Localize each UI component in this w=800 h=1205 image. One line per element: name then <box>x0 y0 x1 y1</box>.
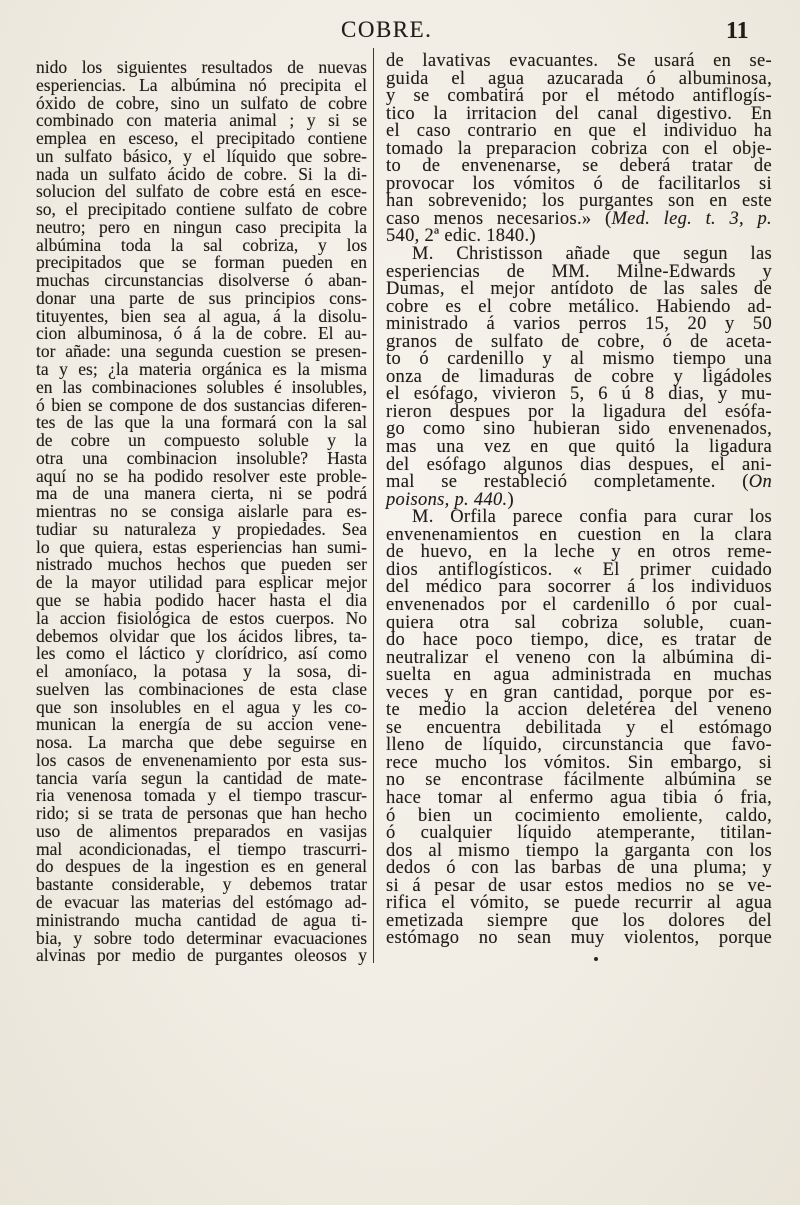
text-line: tes de las que la una formará con la sal <box>36 412 367 433</box>
text-line: Dumas, el mejor antídoto de las sales de <box>386 279 772 300</box>
running-head: COBRE. <box>341 17 433 42</box>
text-line: mal acondicionadas, el tiempo trascurri- <box>36 838 367 859</box>
text-line: de huevo, en la leche y en otros reme- <box>386 542 772 563</box>
text-line: de cobre un compuesto soluble y la <box>36 430 367 451</box>
text-line: de la mayor utilidad para esplicar mejor <box>36 572 367 593</box>
text-line: tico la irritacion del canal digestivo. En <box>386 103 772 124</box>
text-line: ó bien un cocimiento emoliente, caldo, <box>386 805 772 826</box>
text-line: bia, y sobre todo determinar evacuaciones <box>36 927 367 948</box>
text-line: les como el láctico y clorídrico, así como <box>36 643 367 664</box>
text-line: lo que quiera, estas esperiencias han sumi- <box>36 536 367 557</box>
text-run: caso menos necesarios.» ( <box>386 208 612 229</box>
text-line: del médico para socorrer á los individuos <box>386 577 772 598</box>
text-line: no se encontrase fácilmente albúmina se <box>386 770 772 791</box>
text-line: ministrado á varios perros 15, 20 y 50 <box>386 314 772 335</box>
text-line: esperiencias. La albúmina nó precipita el <box>36 74 367 95</box>
text-line: dios antiflogísticos. « El primer cuidado <box>386 559 772 580</box>
text-line: esperiencias de MM. Milne-Edwards y <box>386 261 772 282</box>
text-line: de evacuar las materias del estómago ad- <box>36 891 367 912</box>
text-line: donar una parte de sus principios cons- <box>36 287 367 308</box>
left-column <box>36 59 367 965</box>
text-line: envenenamientos en cuestion en la clara <box>386 524 772 545</box>
text-line: rifica el vómito, se puede recurrir al agua <box>386 893 772 914</box>
text-line: quiera otra sal cobriza soluble, cuan- <box>386 612 772 633</box>
text-line: so, el precipitado contiene sulfato de cobre <box>36 199 367 220</box>
text-line: cobre es el cobre metálico. Habiendo ad- <box>386 296 772 317</box>
text-line: hace tomar al enfermo agua tibia ó fria, <box>386 787 772 808</box>
text-line: te medio la accion deletérea del veneno <box>386 700 772 721</box>
text-line: ó bien se compone de dos sustancias diferen- <box>36 394 367 415</box>
text-line: nada un sulfato ácido de cobre. Si la di- <box>36 163 367 184</box>
text-line: han sobrevenido; los purgantes son en este <box>386 191 772 212</box>
text-line: rido; si se trata de personas que han hecho <box>36 803 367 824</box>
text-line: de lavativas evacuantes. Se usará en se- <box>386 51 772 71</box>
text-run: mal se restableció completamente. ( <box>386 472 749 493</box>
text-line: suelta en agua administrada en muchas <box>386 665 772 686</box>
text-line: si á pesar de usar estos medios no se ve- <box>386 875 772 896</box>
text-line: ministrando mucha cantidad de agua ti- <box>36 909 367 930</box>
text-line: que son insolubles en el agua y les co- <box>36 696 367 717</box>
text-line: mientras no se consiga aislarle para es- <box>36 501 367 522</box>
text-line: tomado la preparacion cobriza con el obje- <box>386 138 772 159</box>
text-line: precipitados que se forman pueden en <box>36 252 367 273</box>
text-line: el esófago, vivieron 5, 6 ú 8 dias, y mu- <box>386 384 772 405</box>
text-line: combinado con materia animal ; y si se <box>36 110 367 131</box>
text-line: alvinas por medio de purgantes oleosos y <box>36 945 367 966</box>
text-line: tor añade: una segunda cuestion se presen- <box>36 341 367 362</box>
citation-italic: On <box>748 472 772 493</box>
text-line: la accion fisiológica de estos cuerpos. No <box>36 607 367 628</box>
text-line: un sulfato básico, y el líquido que sobre- <box>36 145 367 166</box>
text-line: ma de una manera cierta, ni se podrá <box>36 483 367 504</box>
text-line: los casos de envenenamiento por esta sus- <box>36 749 367 770</box>
text-line: el amoníaco, la potasa y la sosa, di- <box>36 661 367 682</box>
text-line: que se habia podido hacer hasta el dia <box>36 589 367 610</box>
text-line: el caso contrario en que el individuo ha <box>386 121 772 142</box>
text-line: tituyentes, bien sea al agua, á la disolu- <box>36 305 367 326</box>
text-line: rece mucho los vómitos. Sin embargo, si <box>386 752 772 773</box>
text-line: do despues de la ingestion es en general <box>36 856 367 877</box>
text-line: granos de sulfato de cobre, ó de aceta- <box>386 331 772 352</box>
text-line: nido los siguientes resultados de nuevas <box>36 57 367 77</box>
text-line: go como sino hubieran sido envenenados, <box>386 419 772 440</box>
text-line: otra una combinacion insoluble? Hasta <box>36 447 367 468</box>
text-line: uso de alimentos preparados en vasijas <box>36 820 367 841</box>
text-line: 540, 2ª edic. 1840.) <box>386 226 536 247</box>
text-line: mas una vez en que quitó la ligadura <box>386 437 772 458</box>
text-line: to ó cardenillo y al mismo tiempo una <box>386 349 772 370</box>
text-line: envenenados por el cardenillo ó por cual- <box>386 594 772 615</box>
text-line: suelven las combinaciones de esta clase <box>36 678 367 699</box>
page-number: 11 <box>726 18 749 44</box>
text-line: nosa. La marcha que debe seguirse en <box>36 732 367 753</box>
right-column <box>386 53 772 948</box>
text-line: onza de limaduras de cobre y ligádoles <box>386 366 772 387</box>
text-line: rieron despues por la ligadura del esófa- <box>386 401 772 422</box>
text-line: lleno de líquido, circunstancia que favo- <box>386 735 772 756</box>
text-line: ta y es; ¿la materia orgánica es la misma <box>36 359 367 380</box>
citation-italic: poisons, p. 440. <box>386 489 508 510</box>
paragraph-start-line: M. Christisson añade que segun las <box>412 244 772 265</box>
text-line: ria venenosa tomada y el tiempo trascur- <box>36 785 367 806</box>
text-line: nistrado muchos hechos que pueden ser <box>36 554 367 575</box>
text-line: aquí no se ha podido resolver este proble- <box>36 465 367 486</box>
text-line: emplea en esceso, el precipitado contiene <box>36 128 367 149</box>
text-line: veces y en gran cantidad, porque por es- <box>386 682 772 703</box>
text-line: provocar los vómitos ó de facilitarlos si <box>386 173 772 194</box>
text-line: neutralizar el veneno con la albúmina di- <box>386 647 772 668</box>
text-line: solucion del sulfato de cobre está en esce- <box>36 181 367 202</box>
paragraph-start-line: M. Orfila parece confia para curar los <box>412 507 772 528</box>
ink-speck <box>594 957 598 961</box>
text-line: dos al mismo tiempo la garganta con los <box>386 840 772 861</box>
column-rule <box>373 48 374 963</box>
text-line: del esófago algunos dias despues, el ani- <box>386 454 772 475</box>
text-line: guida el agua azucarada ó albuminosa, <box>386 68 772 89</box>
text-line: debemos olvidar que los ácidos libres, ta- <box>36 625 367 646</box>
text-line: emetizada siempre que los dolores del <box>386 910 772 931</box>
text-line: tancia varía segun la cantidad de mate- <box>36 767 367 788</box>
text-line: estómago no sean muy violentos, porque <box>386 928 772 949</box>
citation-italic: Med. leg. t. 3, p. <box>611 208 772 229</box>
text-line: neutro; pero en ningun caso precipita la <box>36 216 367 237</box>
text-line: munican la energía de su accion vene- <box>36 714 367 735</box>
text-line: óxido de cobre, sino un sulfato de cobre <box>36 92 367 113</box>
text-line: bastante considerable, y debemos tratar <box>36 874 367 895</box>
text-run: ) <box>507 489 514 510</box>
text-line: ó cualquier líquido atemperante, titilan- <box>386 823 772 844</box>
text-line: to de envenenarse, se deberá tratar de <box>386 156 772 177</box>
text-line: en las combinaciones solubles é insolubles, <box>36 376 367 397</box>
text-line: tudiar su naturaleza y propiedades. Sea <box>36 518 367 539</box>
text-line: albúmina toda la sal cobriza, y los <box>36 234 367 255</box>
text-line: se encuentra debilitada y el estómago <box>386 717 772 738</box>
text-line: muchas circunstancias disolverse ó aban- <box>36 270 367 291</box>
text-line: y se combatirá por el método antiflogís- <box>386 86 772 107</box>
text-line: cion albuminosa, ó á la de cobre. El au- <box>36 323 367 344</box>
text-line: dedos ó con las barbas de una pluma; y <box>386 858 772 879</box>
text-line: do hace poco tiempo, dice, es tratar de <box>386 630 772 651</box>
